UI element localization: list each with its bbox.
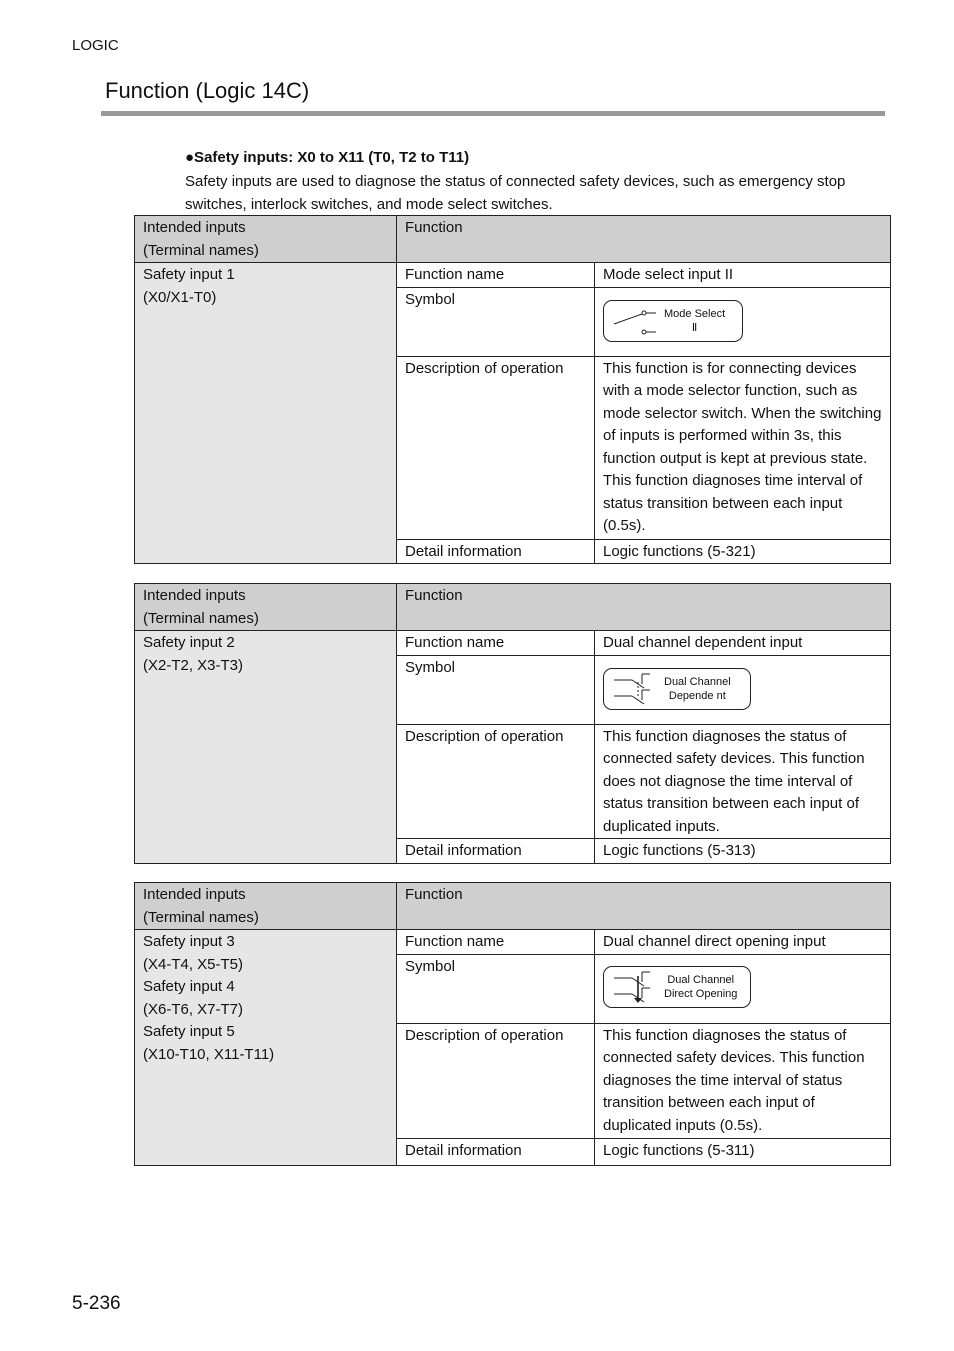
page-number: 5-236 bbox=[72, 1293, 121, 1314]
intro-heading: ●Safety inputs: X0 to X11 (T0, T2 to T11) bbox=[185, 149, 470, 166]
detail-label: Detail information bbox=[397, 839, 595, 864]
symbol-label-text: Mode Select Ⅱ bbox=[664, 307, 726, 334]
function-name-label: Function name bbox=[397, 263, 595, 288]
function-table-safety-input-2 bbox=[134, 583, 891, 864]
detail-value: Logic functions (5-311) bbox=[595, 1138, 891, 1165]
symbol-label-text: Dual Channel Direct Opening bbox=[664, 973, 738, 1000]
title-divider bbox=[101, 111, 885, 116]
intended-inputs-cell: Safety input 3 (X4-T4, X5-T5) Safety input 4 (X6-T6, X7-T7) Safety input 5 (X10-T10, X11-T11) bbox=[135, 930, 397, 1166]
section-label: LOGIC bbox=[72, 37, 119, 54]
function-header: Function bbox=[397, 216, 891, 263]
direct-opening-contact-icon bbox=[612, 970, 658, 1004]
function-table-safety-input-3-5 bbox=[134, 882, 891, 1166]
dual-channel-contact-icon bbox=[612, 672, 658, 706]
detail-value: Logic functions (5-313) bbox=[595, 839, 891, 864]
intro-text: Safety inputs are used to diagnose the status of connected safety devices, such as emergency stop switches, interlock switches, and mode select switches. bbox=[185, 173, 846, 213]
detail-label: Detail information bbox=[397, 1138, 595, 1165]
function-header: Function bbox=[397, 584, 891, 631]
intended-inputs-header: Intended inputs (Terminal names) bbox=[135, 883, 397, 930]
description-label: Description of operation bbox=[397, 724, 595, 839]
intended-inputs-cell: Safety input 1 (X0/X1-T0) bbox=[135, 263, 397, 564]
symbol-label: Symbol bbox=[397, 287, 595, 356]
function-name-value: Mode select input II bbox=[595, 263, 891, 288]
page-title: Function (Logic 14C) bbox=[105, 78, 310, 103]
detail-label: Detail information bbox=[397, 539, 595, 564]
intended-inputs-header: Intended inputs (Terminal names) bbox=[135, 216, 397, 263]
description-label: Description of operation bbox=[397, 356, 595, 539]
function-name-value: Dual channel direct opening input bbox=[595, 930, 891, 955]
detail-value: Logic functions (5-321) bbox=[595, 539, 891, 564]
symbol-box bbox=[603, 300, 743, 342]
function-header: Function bbox=[397, 883, 891, 930]
symbol-box bbox=[603, 966, 751, 1008]
symbol-label-text: Dual Channel Depende nt bbox=[664, 675, 731, 702]
description-text: This function diagnoses the status of connected safety devices. This function does not diagnose the time interval of status transition between each input of duplicated inputs. bbox=[595, 724, 891, 839]
function-name-label: Function name bbox=[397, 930, 595, 955]
function-name-value: Dual channel dependent input bbox=[595, 631, 891, 656]
description-text: This function diagnoses the status of connected safety devices. This function diagnoses the time interval of status transition between each input of duplicated inputs (0.5s). bbox=[595, 1023, 891, 1138]
intended-inputs-header: Intended inputs (Terminal names) bbox=[135, 584, 397, 631]
function-name-label: Function name bbox=[397, 631, 595, 656]
symbol-label: Symbol bbox=[397, 954, 595, 1023]
symbol-label: Symbol bbox=[397, 655, 595, 724]
description-label: Description of operation bbox=[397, 1023, 595, 1138]
mode-select-switch-icon bbox=[612, 304, 658, 338]
symbol-box bbox=[603, 668, 751, 710]
symbol-cell bbox=[595, 287, 891, 356]
symbol-cell bbox=[595, 655, 891, 724]
intended-inputs-cell: Safety input 2 (X2-T2, X3-T3) bbox=[135, 631, 397, 864]
description-text: This function is for connecting devices with a mode selector function, such as mode selector switch. When the switching of inputs is performed within 3s, this function output is kept at previous state. This function diagnoses time interval of status transition between each input (0.5s). bbox=[595, 356, 891, 539]
function-table-safety-input-1 bbox=[134, 215, 891, 564]
symbol-cell bbox=[595, 954, 891, 1023]
